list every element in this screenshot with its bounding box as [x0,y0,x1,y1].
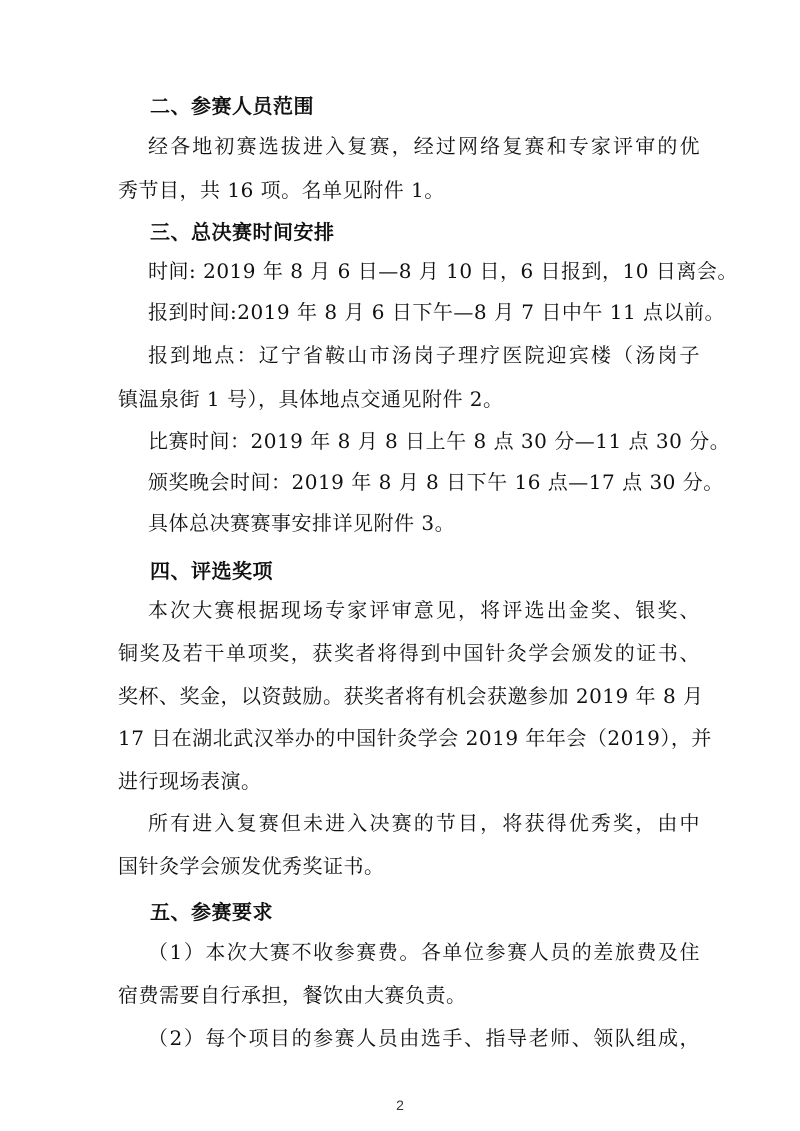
requirement-item-2-line1: （2）每个项目的参赛人员由选手、指导老师、领队组成， [148,1026,700,1050]
requirement-item-1-line1: （1）本次大赛不收参赛费。各单位参赛人员的差旅费及住 [148,940,700,964]
paragraph-line: 进行现场表演。 [118,769,262,793]
paragraph-line: 本次大赛根据现场专家评审意见，将评选出金奖、银奖、 [148,598,700,622]
checkin-place-line2: 镇温泉街 1 号），具体地点交通见附件 2。 [118,387,504,411]
paragraph-line: 经各地初赛选拔进入复赛，经过网络复赛和专家评审的优 [148,134,700,158]
section-heading-schedule: 三、总决赛时间安排 [150,220,335,244]
page-number: 2 [396,1097,404,1113]
schedule-time: 时间: 2019 年 8 月 6 日—8 月 10 日，6 日报到，10 日离会。 [148,259,738,283]
paragraph-line: 奖杯、奖金，以资鼓励。获奖者将有机会获邀参加 2019 年 8 月 [118,684,704,708]
section-heading-participants: 二、参赛人员范围 [150,94,314,118]
match-time: 比赛时间：2019 年 8 月 8 日上午 8 点 30 分—11 点 30 分。 [148,429,731,453]
paragraph-line: 17 日在湖北武汉举办的中国针灸学会 2019 年年会（2019），并 [118,726,712,750]
section-heading-awards: 四、评选奖项 [150,559,273,583]
checkin-place-line1: 报到地点：辽宁省鞍山市汤岗子理疗医院迎宾楼（汤岗子 [148,343,700,367]
section-heading-requirements: 五、参赛要求 [150,900,273,924]
requirement-item-1-line2: 宿费需要自行承担，餐饮由大赛负责。 [118,983,467,1007]
checkin-time: 报到时间:2019 年 8 月 6 日下午—8 月 7 日中午 11 点以前。 [148,300,726,324]
paragraph-line: 秀节目，共 16 项。名单见附件 1。 [118,178,445,202]
gala-time: 颁奖晚会时间：2019 年 8 月 8 日下午 16 点—17 点 30 分。 [148,470,724,494]
paragraph-line: 铜奖及若干单项奖，获奖者将得到中国针灸学会颁发的证书、 [118,641,700,665]
paragraph-line: 国针灸学会颁发优秀奖证书。 [118,854,385,878]
paragraph-line: 所有进入复赛但未进入决赛的节目，将获得优秀奖，由中 [148,811,700,835]
schedule-details: 具体总决赛赛事安排详见附件 3。 [148,511,456,535]
